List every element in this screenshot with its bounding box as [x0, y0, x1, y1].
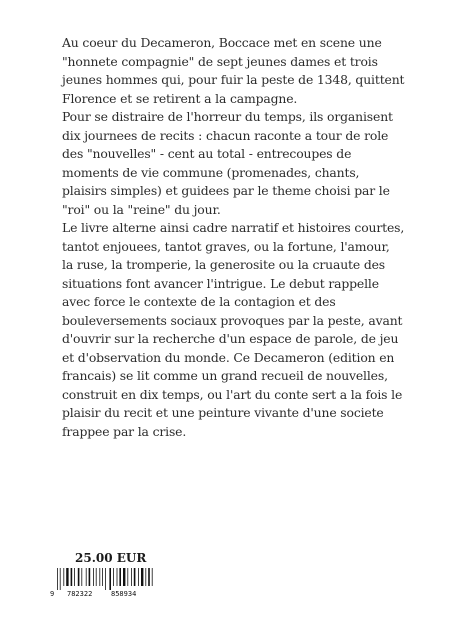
barcode-bar — [99, 568, 100, 586]
description-line: avec force le contexte de la contagion et des — [62, 294, 336, 309]
barcode-bar — [102, 568, 103, 586]
barcode-bar — [109, 568, 111, 590]
barcode-bar — [138, 568, 139, 586]
description-line: jeunes hommes qui, pour fuir la peste de 1348, quittent — [62, 72, 405, 87]
description-line: moments de vie commune (promenades, chants, — [62, 164, 360, 180]
description-line: construit en dix temps, ou l'art du conte sert a la fois le — [62, 386, 403, 402]
book-description — [62, 34, 405, 441]
description-line: et d'observation du monde. Ce Decameron (edition en — [62, 349, 395, 365]
price-label: 25.00 EUR — [75, 551, 147, 565]
barcode-bar — [81, 568, 82, 586]
barcode-bar — [152, 568, 153, 586]
barcode-bar — [66, 568, 68, 586]
description-line: tantot enjouees, tantot graves, ou la fortune, l'amour, — [62, 238, 390, 254]
barcode-bar — [119, 568, 121, 586]
description-line: la ruse, la tromperie, la generosite ou la cruaute des — [62, 257, 385, 272]
description-line: frappee par la crise. — [62, 423, 187, 439]
barcode-bar — [86, 568, 87, 586]
barcode-bar — [117, 568, 118, 586]
description-line: Le livre alterne ainsi cadre narratif et histoires courtes, — [62, 220, 405, 235]
barcode-bar — [141, 568, 143, 586]
description-line: "roi" ou la "reine" du jour. — [62, 201, 221, 217]
barcode-bar — [145, 568, 146, 586]
description-line: bouleversements sociaux provoques par la peste, avant — [62, 312, 403, 328]
barcode-bar — [148, 568, 150, 586]
description-line: d'ouvrir sur la recherche d'un espace de parole, de jeu — [62, 331, 399, 346]
barcode-bar — [60, 568, 61, 590]
barcode-bar — [96, 568, 97, 586]
description-line: des "nouvelles" - cent au total - entrecoupes de — [62, 146, 352, 161]
barcode-bar — [78, 568, 80, 586]
isbn-group-1: 782322 — [67, 590, 93, 598]
barcode-bar — [93, 568, 94, 586]
barcode-bar — [131, 568, 132, 586]
isbn-group-2: 858934 — [111, 590, 137, 598]
description-line: Pour se distraire de l'horreur du temps, ils organisent — [62, 109, 393, 124]
description-line: Au coeur du Decameron, Boccace met en scene une — [62, 35, 382, 50]
barcode-bar — [89, 568, 91, 586]
barcode-bar — [123, 568, 125, 586]
barcode-bar — [127, 568, 128, 586]
barcode-bar — [57, 568, 58, 590]
barcode-bars — [56, 568, 156, 590]
barcode-bar — [134, 568, 136, 586]
description-line: plaisirs simples) et guidees par le theme choisi par le — [62, 183, 390, 198]
isbn-lead-digit: 9 — [50, 590, 55, 598]
isbn-barcode — [56, 568, 156, 604]
description-line: situations font avancer l'intrigue. Le debut rappelle — [62, 275, 379, 291]
description-line: plaisir du recit et une peinture vivante d'une societe — [62, 405, 384, 420]
barcode-bar — [63, 568, 64, 586]
barcode-bar — [113, 568, 114, 586]
description-line: Florence et se retirent a la campagne. — [62, 90, 298, 106]
description-line: dix journees de recits : chacun raconte a tour de role — [62, 127, 389, 143]
barcode-bar — [71, 568, 73, 586]
barcode-bar — [74, 568, 75, 586]
description-line: francais) se lit comme un grand recueil de nouvelles, — [62, 368, 388, 383]
barcode-bar — [105, 568, 106, 590]
description-line: "honnete compagnie" de sept jeunes dames et trois — [62, 53, 378, 69]
